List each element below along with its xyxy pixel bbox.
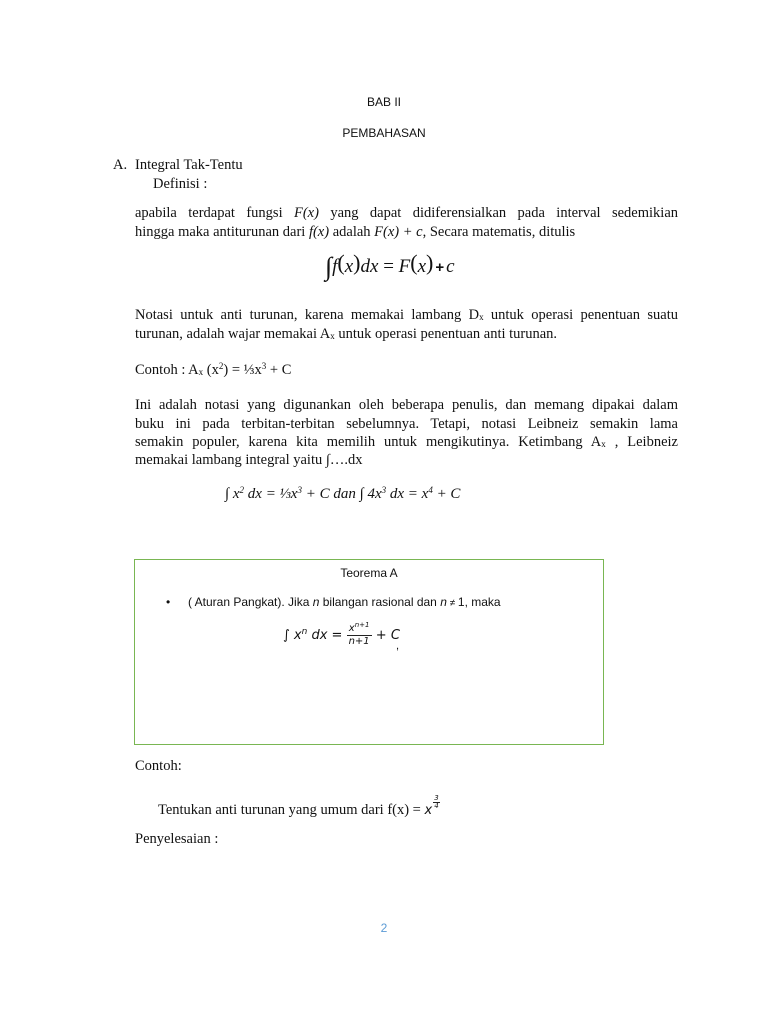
main-integral-formula — [325, 250, 455, 286]
exponent-numerator: 3 — [434, 794, 439, 802]
denominator: n+1 — [348, 636, 370, 647]
text: , Leibneiz — [605, 434, 678, 450]
section-marker: A. — [113, 157, 128, 173]
text: untuk operasi penentuan suatu — [483, 307, 678, 323]
definition-line-2 — [135, 223, 678, 242]
paren: ) — [353, 250, 361, 275]
text: bilangan rasional dan — [319, 595, 441, 609]
text: adalah — [329, 224, 375, 240]
paren: ( — [337, 250, 345, 275]
formula-comma: , — [396, 640, 400, 652]
section-title: Integral Tak-Tentu — [135, 157, 243, 173]
formula-x: x — [417, 256, 427, 277]
section-heading: PEMBAHASAN — [342, 126, 426, 140]
leibniz-line-4: memakai lambang integral yaitu ∫….dx — [135, 452, 363, 468]
superscript: 3 — [297, 485, 302, 495]
text: Tentukan anti turunan yang umum dari f(x) = — [158, 802, 425, 818]
superscript: 3 — [381, 485, 387, 495]
fractional-exponent — [433, 795, 439, 810]
leibniz-line-2: buku ini pada terbitan-terbitan sebelumnya. Tetapi, notasi Leibneiz semakin lama — [135, 416, 678, 432]
superscript: 3 — [261, 361, 267, 371]
formula-c: c — [446, 256, 455, 277]
variable-n: n — [440, 595, 447, 609]
example-label: Contoh: — [135, 758, 182, 774]
superscript: 2 — [218, 361, 224, 371]
text: Contoh : A — [135, 362, 199, 378]
text: Notasi untuk anti turunan, karena memakai lambang D — [135, 307, 480, 323]
formula-f: f — [332, 256, 338, 277]
numerator — [347, 623, 372, 636]
text: semakin populer, karena kita memilih untuk mengikutinya. Ketimbang A — [135, 434, 602, 450]
example-question — [158, 795, 440, 820]
not-equal: ≠ — [446, 598, 458, 609]
notation-line-1 — [135, 306, 678, 325]
exponent-denominator: 4 — [434, 802, 439, 810]
text: dx = ⅓x — [244, 486, 298, 502]
definition-label: Definisi : — [153, 176, 208, 192]
formula-dx: dx = — [307, 628, 347, 643]
notation-line-2 — [135, 325, 678, 344]
definition-line-1 — [135, 204, 678, 223]
fraction — [347, 623, 372, 648]
power-rule-statement — [188, 595, 501, 609]
power-rule-formula — [283, 622, 400, 654]
bullet: • — [166, 595, 171, 609]
chapter-heading: BAB II — [366, 95, 401, 109]
numerator-exponent: n+1 — [354, 621, 370, 629]
text: + C — [266, 362, 292, 378]
text: yang dapat didiferensialkan pada interval sedemikian — [318, 205, 679, 221]
text: 1, maka — [457, 595, 501, 609]
antiderivative: F(x) + c — [374, 224, 423, 240]
superscript: 2 — [239, 485, 245, 495]
solution-label: Penyelesaian : — [135, 831, 219, 847]
text: ∫ x — [225, 486, 240, 502]
integral-sign: ∫ — [283, 628, 294, 643]
leibniz-line-1: Ini adalah notasi yang digunankan oleh beberapa penulis, dan memang dipakai dalam — [135, 397, 678, 413]
text: hingga maka antiturunan dari — [135, 224, 309, 240]
text: , Secara matematis, ditulis — [422, 224, 576, 240]
equals: = — [378, 256, 399, 277]
paren: ) — [426, 250, 434, 275]
example-antiderivative — [135, 361, 291, 380]
integral-examples — [225, 486, 460, 503]
function-f: f(x) — [308, 224, 330, 240]
formula-F: F — [398, 256, 411, 277]
text: + C — [432, 486, 461, 502]
subscript: x — [330, 331, 335, 341]
formula-x: x — [344, 256, 354, 277]
plus-c: + C — [371, 628, 400, 643]
plus: + — [435, 259, 445, 276]
base-x: x — [424, 803, 433, 818]
formula-x: x — [293, 628, 302, 643]
text: (x — [203, 362, 219, 378]
text: turunan, adalah wajar memakai A — [135, 326, 331, 342]
text: untuk operasi penentuan anti turunan. — [334, 326, 558, 342]
integral-sign: ∫ — [325, 252, 333, 281]
text: + C dan ∫ 4x — [301, 486, 382, 502]
numerator-base: x — [348, 623, 355, 634]
text: apabila terdapat fungsi — [135, 205, 294, 221]
page-number: 2 — [380, 921, 388, 935]
function-F: F(x) — [294, 205, 319, 221]
text: ( Aturan Pangkat). Jika — [188, 595, 313, 609]
leibniz-line-3 — [135, 433, 678, 452]
paren: ( — [410, 250, 418, 275]
subscript: x — [601, 439, 606, 449]
subscript: x — [198, 367, 204, 377]
formula-dx: dx — [360, 256, 379, 277]
text: ) = ⅓x — [223, 362, 262, 378]
exponent-n: n — [301, 627, 308, 637]
variable-n: n — [312, 595, 320, 609]
theorem-title: Teorema A — [340, 566, 398, 580]
text: dx = x — [386, 486, 429, 502]
subscript: x — [479, 312, 484, 322]
superscript: 4 — [428, 485, 433, 495]
